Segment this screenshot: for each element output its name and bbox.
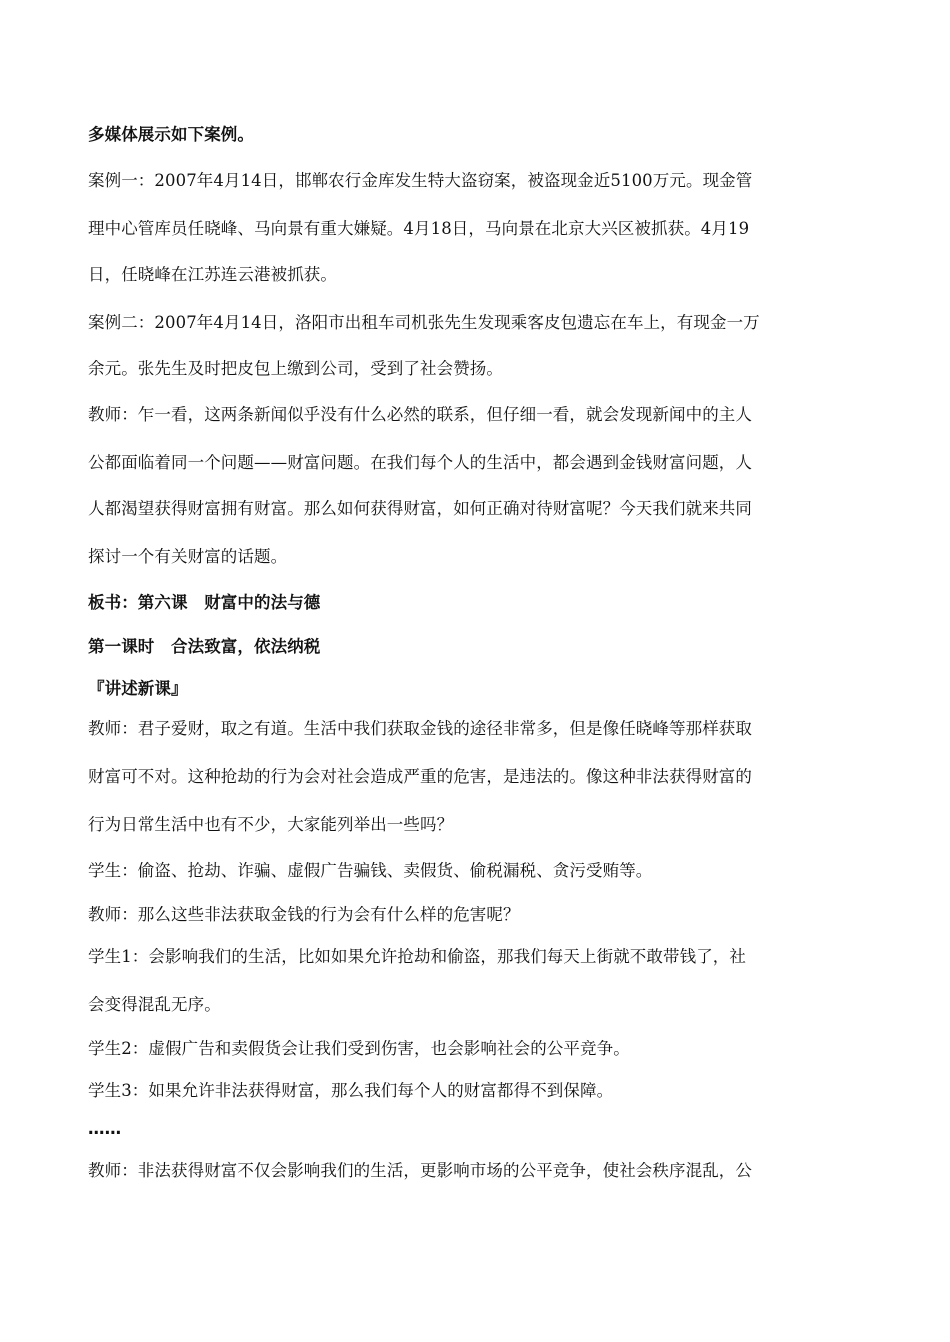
student3-answer: 学生3：如果允许非法获得财富，那么我们每个人的财富都得不到保障。: [88, 1081, 614, 1100]
multimedia-heading: 多媒体展示如下案例。: [88, 125, 254, 144]
section-new-lesson: 『讲述新课』: [88, 679, 188, 698]
lesson-title: 第一课时 合法致富，依法纳税: [88, 637, 321, 656]
teacher-intro-line-2: 公都面临着同一个问题——财富问题。在我们每个人的生活中，都会遇到金钱财富问题，人: [88, 453, 752, 472]
teacher-3-line-1: 教师：非法获得财富不仅会影响我们的生活，更影响市场的公平竞争，使社会秩序混乱，公: [88, 1161, 752, 1180]
teacher-1-line-3: 行为日常生活中也有不少，大家能列举出一些吗？: [88, 815, 454, 834]
student1-answer-line-1: 学生1：会影响我们的生活，比如如果允许抢劫和偷盗，那我们每天上街就不敢带钱了，社: [88, 947, 746, 966]
case2-line-1: 案例二：2007年4月14日，洛阳市出租车司机张先生发现乘客皮包遗忘在车上，有现金一万: [88, 313, 760, 332]
teacher-intro-line-3: 人都渴望获得财富拥有财富。那么如何获得财富，如何正确对待财富呢？今天我们就来共同: [88, 499, 752, 518]
teacher-1-line-1: 教师：君子爱财，取之有道。生活中我们获取金钱的途径非常多，但是像任晓峰等那样获取: [88, 719, 752, 738]
teacher-intro-line-4: 探讨一个有关财富的话题。: [88, 547, 288, 566]
board-title: 板书：第六课 财富中的法与德: [88, 593, 321, 612]
case1-line-3: 日，任晓峰在江苏连云港被抓获。: [88, 265, 337, 284]
case1-line-2: 理中心管库员任晓峰、马向景有重大嫌疑。4月18日，马向景在北京大兴区被抓获。4月19: [88, 219, 750, 238]
student1-answer-line-2: 会变得混乱无序。: [88, 995, 221, 1014]
case1-line-1: 案例一：2007年4月14日，邯郸农行金库发生特大盗窃案，被盗现金近5100万元。现金管: [88, 171, 753, 190]
student2-answer: 学生2：虚假广告和卖假货会让我们受到伤害，也会影响社会的公平竞争。: [88, 1039, 630, 1058]
ellipsis: ……: [88, 1119, 122, 1138]
teacher-question: 教师：那么这些非法获取金钱的行为会有什么样的危害呢？: [88, 905, 520, 924]
teacher-intro-line-1: 教师：乍一看，这两条新闻似乎没有什么必然的联系，但仔细一看，就会发现新闻中的主人: [88, 405, 752, 424]
student-answer-list: 学生：偷盗、抢劫、诈骗、虚假广告骗钱、卖假货、偷税漏税、贪污受贿等。: [88, 861, 653, 880]
teacher-1-line-2: 财富可不对。这种抢劫的行为会对社会造成严重的危害，是违法的。像这种非法获得财富的: [88, 767, 752, 786]
case2-line-2: 余元。张先生及时把皮包上缴到公司，受到了社会赞扬。: [88, 359, 503, 378]
